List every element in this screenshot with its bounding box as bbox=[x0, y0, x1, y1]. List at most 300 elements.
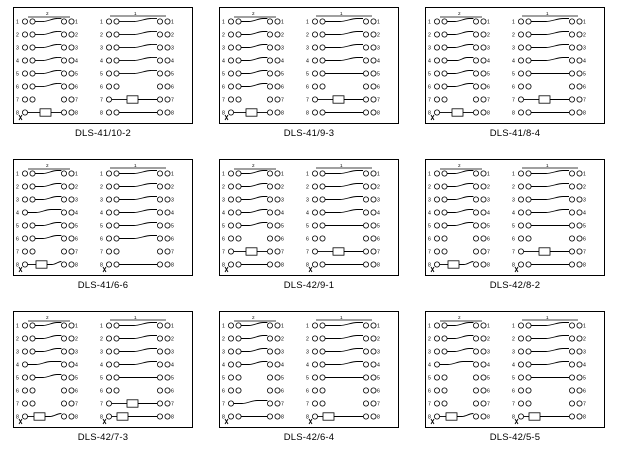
row-number-left: 2 bbox=[16, 184, 19, 191]
row-number-left: 6 bbox=[100, 388, 103, 395]
row-number-right: 6 bbox=[583, 84, 586, 91]
row-number-left: 8 bbox=[512, 414, 515, 421]
row-number-left: 5 bbox=[222, 71, 225, 78]
row-number-right: 5 bbox=[487, 223, 490, 230]
row-number-left: 1 bbox=[512, 323, 515, 330]
diagram-cell bbox=[206, 0, 412, 152]
row-number-left: 3 bbox=[512, 197, 515, 204]
row-number-right: 1 bbox=[75, 323, 78, 330]
group-label-left: 2 bbox=[46, 11, 49, 16]
diagram-caption: DLS-42/9-1 bbox=[283, 280, 335, 291]
row-number-right: 6 bbox=[583, 236, 586, 243]
row-number-left: 3 bbox=[428, 349, 431, 356]
row-number-right: 4 bbox=[377, 58, 380, 65]
row-number-left: 1 bbox=[222, 19, 225, 26]
row-number-right: 2 bbox=[377, 32, 380, 39]
row-number-right: 5 bbox=[281, 71, 284, 78]
row-number-right: 7 bbox=[487, 97, 490, 104]
right-column-rows bbox=[306, 19, 380, 117]
diagram-caption: DLS-42/6-4 bbox=[283, 432, 335, 443]
row-number-right: 6 bbox=[281, 236, 284, 243]
row-number-right: 3 bbox=[171, 45, 174, 52]
diagram-cell bbox=[412, 152, 618, 304]
row-number-left: 5 bbox=[306, 375, 309, 382]
group-label-left: 2 bbox=[252, 11, 255, 16]
row-number-right: 5 bbox=[281, 375, 284, 382]
row-number-left: 7 bbox=[428, 249, 431, 256]
row-number-left: 4 bbox=[428, 210, 431, 217]
diagram-dls-41-8-4 bbox=[425, 7, 605, 124]
row-number-right: 1 bbox=[75, 171, 78, 178]
row-number-left: 5 bbox=[306, 71, 309, 78]
row-number-right: 2 bbox=[75, 184, 78, 191]
row-number-right: 3 bbox=[583, 45, 586, 52]
diagram-dls-42-9-1 bbox=[219, 159, 399, 276]
row-number-left: 8 bbox=[512, 262, 515, 269]
row-number-right: 7 bbox=[281, 97, 284, 104]
row-number-right: 1 bbox=[281, 171, 284, 178]
row-number-left: 2 bbox=[428, 336, 431, 343]
row-number-left: 6 bbox=[306, 388, 309, 395]
row-number-left: 7 bbox=[306, 249, 309, 256]
row-number-left: 7 bbox=[306, 401, 309, 408]
row-number-left: 7 bbox=[512, 249, 515, 256]
row-number-left: 5 bbox=[428, 223, 431, 230]
row-number-right: 4 bbox=[583, 362, 586, 369]
row-number-left: 2 bbox=[16, 336, 19, 343]
row-number-right: 6 bbox=[377, 388, 380, 395]
row-number-right: 1 bbox=[583, 171, 586, 178]
row-number-left: 2 bbox=[222, 32, 225, 39]
schematic-svg bbox=[426, 312, 604, 427]
row-number-right: 7 bbox=[377, 249, 380, 256]
diagram-cell bbox=[0, 0, 206, 152]
row-number-left: 8 bbox=[306, 262, 309, 269]
row-number-left: 3 bbox=[428, 45, 431, 52]
row-number-right: 8 bbox=[281, 414, 284, 421]
row-number-left: 4 bbox=[100, 58, 103, 65]
row-number-right: 3 bbox=[281, 197, 284, 204]
row-number-left: 2 bbox=[306, 184, 309, 191]
row-number-right: 4 bbox=[487, 362, 490, 369]
group-label-right: 1 bbox=[340, 11, 343, 16]
row-number-right: 6 bbox=[171, 388, 174, 395]
row-number-right: 4 bbox=[281, 210, 284, 217]
right-column-rows bbox=[100, 323, 174, 425]
row-number-right: 2 bbox=[583, 336, 586, 343]
row-number-left: 1 bbox=[16, 171, 19, 178]
row-number-left: 8 bbox=[428, 110, 431, 117]
row-number-right: 7 bbox=[487, 249, 490, 256]
row-number-left: 8 bbox=[222, 414, 225, 421]
row-number-right: 5 bbox=[487, 71, 490, 78]
diagram-caption: DLS-42/5-5 bbox=[489, 432, 541, 443]
row-number-left: 6 bbox=[100, 236, 103, 243]
row-number-left: 4 bbox=[222, 362, 225, 369]
diagram-dls-42-7-3 bbox=[13, 311, 193, 428]
row-number-left: 7 bbox=[222, 97, 225, 104]
row-number-left: 2 bbox=[512, 336, 515, 343]
row-number-left: 7 bbox=[100, 249, 103, 256]
row-number-left: 5 bbox=[222, 375, 225, 382]
row-number-left: 2 bbox=[100, 184, 103, 191]
row-number-right: 8 bbox=[487, 110, 490, 117]
left-column-rows bbox=[16, 171, 78, 273]
row-number-right: 4 bbox=[75, 58, 78, 65]
row-number-left: 4 bbox=[100, 210, 103, 217]
row-number-right: 7 bbox=[377, 401, 380, 408]
row-number-right: 7 bbox=[583, 401, 586, 408]
row-number-right: 1 bbox=[583, 323, 586, 330]
row-number-right: 6 bbox=[171, 236, 174, 243]
row-number-right: 6 bbox=[75, 388, 78, 395]
row-number-left: 2 bbox=[428, 32, 431, 39]
row-number-right: 2 bbox=[487, 336, 490, 343]
row-number-right: 2 bbox=[377, 184, 380, 191]
row-number-right: 8 bbox=[281, 262, 284, 269]
row-number-left: 3 bbox=[306, 45, 309, 52]
row-number-right: 7 bbox=[281, 249, 284, 256]
row-number-right: 2 bbox=[171, 184, 174, 191]
row-number-left: 3 bbox=[428, 197, 431, 204]
right-column-rows bbox=[306, 323, 380, 425]
row-number-right: 5 bbox=[583, 71, 586, 78]
row-number-left: 1 bbox=[306, 171, 309, 178]
row-number-left: 3 bbox=[16, 45, 19, 52]
row-number-left: 3 bbox=[16, 349, 19, 356]
row-number-left: 3 bbox=[100, 45, 103, 52]
row-number-left: 4 bbox=[16, 58, 19, 65]
diagram-caption: DLS-41/6-6 bbox=[77, 280, 129, 291]
row-number-left: 4 bbox=[306, 58, 309, 65]
row-number-right: 5 bbox=[377, 375, 380, 382]
row-number-left: 1 bbox=[16, 19, 19, 26]
row-number-left: 6 bbox=[512, 236, 515, 243]
row-number-left: 2 bbox=[222, 184, 225, 191]
left-column-rows bbox=[16, 19, 78, 121]
row-number-right: 2 bbox=[171, 32, 174, 39]
row-number-left: 6 bbox=[428, 388, 431, 395]
row-number-right: 3 bbox=[377, 197, 380, 204]
row-number-left: 7 bbox=[428, 97, 431, 104]
left-column-rows bbox=[16, 323, 78, 425]
row-number-left: 1 bbox=[306, 323, 309, 330]
row-number-left: 2 bbox=[306, 336, 309, 343]
row-number-right: 8 bbox=[487, 414, 490, 421]
row-number-right: 1 bbox=[487, 171, 490, 178]
right-column-rows bbox=[306, 171, 380, 273]
row-number-left: 3 bbox=[100, 197, 103, 204]
diagram-caption: DLS-42/8-2 bbox=[489, 280, 541, 291]
row-number-right: 4 bbox=[171, 362, 174, 369]
row-number-right: 8 bbox=[281, 110, 284, 117]
row-number-left: 4 bbox=[428, 362, 431, 369]
row-number-right: 3 bbox=[171, 349, 174, 356]
schematic-svg bbox=[220, 312, 398, 427]
row-number-right: 4 bbox=[487, 210, 490, 217]
row-number-left: 8 bbox=[428, 262, 431, 269]
row-number-right: 5 bbox=[171, 71, 174, 78]
row-number-right: 8 bbox=[583, 262, 586, 269]
row-number-right: 4 bbox=[75, 210, 78, 217]
row-number-right: 7 bbox=[171, 401, 174, 408]
row-number-right: 7 bbox=[171, 249, 174, 256]
row-number-right: 6 bbox=[487, 84, 490, 91]
row-number-left: 5 bbox=[512, 223, 515, 230]
row-number-left: 6 bbox=[512, 388, 515, 395]
row-number-right: 6 bbox=[583, 388, 586, 395]
row-number-left: 4 bbox=[306, 362, 309, 369]
diagram-dls-41-6-6 bbox=[13, 159, 193, 276]
diagram-dls-42-8-2 bbox=[425, 159, 605, 276]
row-number-right: 1 bbox=[487, 323, 490, 330]
row-number-right: 5 bbox=[377, 71, 380, 78]
row-number-left: 8 bbox=[16, 262, 19, 269]
group-label-left: 2 bbox=[46, 315, 49, 320]
row-number-right: 2 bbox=[75, 32, 78, 39]
row-number-right: 3 bbox=[75, 197, 78, 204]
row-number-left: 5 bbox=[100, 71, 103, 78]
row-number-right: 8 bbox=[75, 110, 78, 117]
row-number-right: 4 bbox=[171, 210, 174, 217]
row-number-left: 4 bbox=[428, 58, 431, 65]
diagram-dls-41-10-2 bbox=[13, 7, 193, 124]
row-number-left: 6 bbox=[306, 84, 309, 91]
row-number-right: 5 bbox=[583, 375, 586, 382]
row-number-left: 8 bbox=[16, 414, 19, 421]
row-number-right: 5 bbox=[171, 223, 174, 230]
row-number-right: 3 bbox=[75, 45, 78, 52]
row-number-left: 4 bbox=[512, 362, 515, 369]
row-number-right: 1 bbox=[377, 171, 380, 178]
row-number-left: 2 bbox=[428, 184, 431, 191]
row-number-left: 3 bbox=[16, 197, 19, 204]
row-number-right: 1 bbox=[171, 19, 174, 26]
row-number-left: 5 bbox=[512, 375, 515, 382]
row-number-left: 8 bbox=[100, 110, 103, 117]
row-number-left: 7 bbox=[512, 401, 515, 408]
row-number-left: 6 bbox=[16, 388, 19, 395]
row-number-right: 7 bbox=[583, 249, 586, 256]
row-number-left: 7 bbox=[428, 401, 431, 408]
row-number-right: 7 bbox=[281, 401, 284, 408]
row-number-right: 1 bbox=[487, 19, 490, 26]
row-number-right: 6 bbox=[487, 388, 490, 395]
right-column-rows bbox=[512, 171, 586, 273]
row-number-left: 6 bbox=[16, 236, 19, 243]
row-number-right: 4 bbox=[377, 362, 380, 369]
row-number-right: 2 bbox=[281, 184, 284, 191]
row-number-left: 8 bbox=[428, 414, 431, 421]
row-number-left: 5 bbox=[222, 223, 225, 230]
group-label-right: 1 bbox=[134, 163, 137, 168]
diagram-caption: DLS-41/8-4 bbox=[489, 128, 541, 139]
row-number-right: 6 bbox=[487, 236, 490, 243]
row-number-left: 6 bbox=[512, 84, 515, 91]
row-number-right: 6 bbox=[75, 84, 78, 91]
row-number-right: 8 bbox=[583, 110, 586, 117]
row-number-left: 3 bbox=[222, 349, 225, 356]
row-number-right: 5 bbox=[583, 223, 586, 230]
row-number-right: 3 bbox=[583, 349, 586, 356]
row-number-left: 8 bbox=[16, 110, 19, 117]
row-number-right: 8 bbox=[377, 262, 380, 269]
right-column-rows bbox=[512, 323, 586, 425]
row-number-right: 5 bbox=[75, 71, 78, 78]
row-number-left: 1 bbox=[100, 19, 103, 26]
row-number-left: 6 bbox=[222, 84, 225, 91]
row-number-left: 6 bbox=[222, 236, 225, 243]
row-number-left: 2 bbox=[16, 32, 19, 39]
row-number-left: 7 bbox=[100, 401, 103, 408]
diagram-caption: DLS-41/9-3 bbox=[283, 128, 335, 139]
group-label-right: 1 bbox=[340, 315, 343, 320]
row-number-left: 5 bbox=[16, 375, 19, 382]
row-number-right: 5 bbox=[377, 223, 380, 230]
row-number-left: 7 bbox=[16, 249, 19, 256]
diagram-cell bbox=[0, 152, 206, 304]
row-number-right: 8 bbox=[75, 414, 78, 421]
diagram-cell bbox=[412, 0, 618, 152]
row-number-left: 4 bbox=[222, 210, 225, 217]
row-number-left: 2 bbox=[306, 32, 309, 39]
row-number-right: 8 bbox=[171, 110, 174, 117]
group-label-left: 2 bbox=[46, 163, 49, 168]
row-number-left: 1 bbox=[512, 171, 515, 178]
left-column-rows bbox=[428, 323, 490, 425]
group-label-right: 1 bbox=[340, 163, 343, 168]
left-column-rows bbox=[222, 19, 284, 121]
row-number-left: 7 bbox=[306, 97, 309, 104]
row-number-right: 7 bbox=[75, 249, 78, 256]
row-number-right: 6 bbox=[377, 84, 380, 91]
row-number-left: 8 bbox=[222, 262, 225, 269]
row-number-left: 1 bbox=[428, 323, 431, 330]
row-number-left: 1 bbox=[16, 323, 19, 330]
row-number-right: 3 bbox=[171, 197, 174, 204]
row-number-right: 6 bbox=[377, 236, 380, 243]
row-number-left: 8 bbox=[100, 262, 103, 269]
row-number-left: 2 bbox=[512, 32, 515, 39]
row-number-right: 2 bbox=[75, 336, 78, 343]
row-number-right: 6 bbox=[171, 84, 174, 91]
group-label-right: 1 bbox=[134, 315, 137, 320]
group-label-left: 2 bbox=[458, 11, 461, 16]
row-number-left: 7 bbox=[222, 249, 225, 256]
row-number-right: 5 bbox=[75, 375, 78, 382]
schematic-svg bbox=[14, 8, 192, 123]
row-number-left: 1 bbox=[512, 19, 515, 26]
diagram-dls-42-6-4 bbox=[219, 311, 399, 428]
row-number-right: 2 bbox=[281, 32, 284, 39]
row-number-right: 8 bbox=[583, 414, 586, 421]
group-label-left: 2 bbox=[458, 315, 461, 320]
row-number-right: 8 bbox=[377, 110, 380, 117]
row-number-left: 5 bbox=[428, 375, 431, 382]
row-number-right: 2 bbox=[487, 32, 490, 39]
row-number-left: 7 bbox=[16, 97, 19, 104]
row-number-left: 1 bbox=[100, 323, 103, 330]
diagram-cell bbox=[412, 304, 618, 456]
row-number-right: 1 bbox=[75, 19, 78, 26]
row-number-right: 4 bbox=[281, 58, 284, 65]
row-number-right: 8 bbox=[171, 262, 174, 269]
row-number-left: 6 bbox=[306, 236, 309, 243]
left-column-rows bbox=[222, 171, 284, 273]
row-number-right: 2 bbox=[171, 336, 174, 343]
row-number-right: 4 bbox=[171, 58, 174, 65]
row-number-left: 5 bbox=[16, 71, 19, 78]
schematic-svg bbox=[14, 160, 192, 275]
diagram-cell bbox=[206, 304, 412, 456]
row-number-right: 1 bbox=[377, 19, 380, 26]
row-number-right: 4 bbox=[583, 210, 586, 217]
row-number-right: 5 bbox=[281, 223, 284, 230]
row-number-left: 4 bbox=[512, 58, 515, 65]
group-label-right: 1 bbox=[546, 11, 549, 16]
schematic-svg bbox=[220, 8, 398, 123]
row-number-left: 6 bbox=[428, 84, 431, 91]
row-number-left: 3 bbox=[306, 197, 309, 204]
row-number-left: 1 bbox=[428, 19, 431, 26]
row-number-left: 4 bbox=[100, 362, 103, 369]
row-number-left: 6 bbox=[222, 388, 225, 395]
row-number-left: 8 bbox=[306, 110, 309, 117]
row-number-left: 1 bbox=[222, 323, 225, 330]
diagram-cell bbox=[206, 152, 412, 304]
row-number-right: 8 bbox=[75, 262, 78, 269]
row-number-right: 7 bbox=[583, 97, 586, 104]
row-number-left: 4 bbox=[222, 58, 225, 65]
row-number-right: 8 bbox=[377, 414, 380, 421]
row-number-left: 5 bbox=[512, 71, 515, 78]
row-number-right: 5 bbox=[75, 223, 78, 230]
row-number-left: 3 bbox=[222, 197, 225, 204]
schematic-svg bbox=[426, 160, 604, 275]
row-number-right: 3 bbox=[377, 349, 380, 356]
left-column-rows bbox=[428, 171, 490, 273]
row-number-right: 5 bbox=[171, 375, 174, 382]
row-number-right: 1 bbox=[583, 19, 586, 26]
row-number-left: 2 bbox=[512, 184, 515, 191]
row-number-right: 7 bbox=[377, 97, 380, 104]
row-number-left: 6 bbox=[428, 236, 431, 243]
row-number-right: 6 bbox=[75, 236, 78, 243]
group-label-left: 2 bbox=[252, 163, 255, 168]
row-number-left: 5 bbox=[100, 375, 103, 382]
row-number-right: 3 bbox=[75, 349, 78, 356]
row-number-left: 4 bbox=[306, 210, 309, 217]
row-number-right: 2 bbox=[583, 32, 586, 39]
row-number-left: 8 bbox=[512, 110, 515, 117]
row-number-left: 7 bbox=[222, 401, 225, 408]
row-number-left: 5 bbox=[16, 223, 19, 230]
row-number-right: 4 bbox=[377, 210, 380, 217]
left-column-rows bbox=[222, 323, 284, 425]
row-number-left: 8 bbox=[222, 110, 225, 117]
row-number-right: 1 bbox=[281, 323, 284, 330]
row-number-right: 7 bbox=[487, 401, 490, 408]
row-number-left: 8 bbox=[100, 414, 103, 421]
row-number-left: 3 bbox=[100, 349, 103, 356]
row-number-right: 2 bbox=[281, 336, 284, 343]
group-label-right: 1 bbox=[546, 315, 549, 320]
row-number-right: 8 bbox=[487, 262, 490, 269]
row-number-left: 7 bbox=[100, 97, 103, 104]
row-number-left: 7 bbox=[512, 97, 515, 104]
row-number-right: 1 bbox=[377, 323, 380, 330]
row-number-left: 2 bbox=[222, 336, 225, 343]
